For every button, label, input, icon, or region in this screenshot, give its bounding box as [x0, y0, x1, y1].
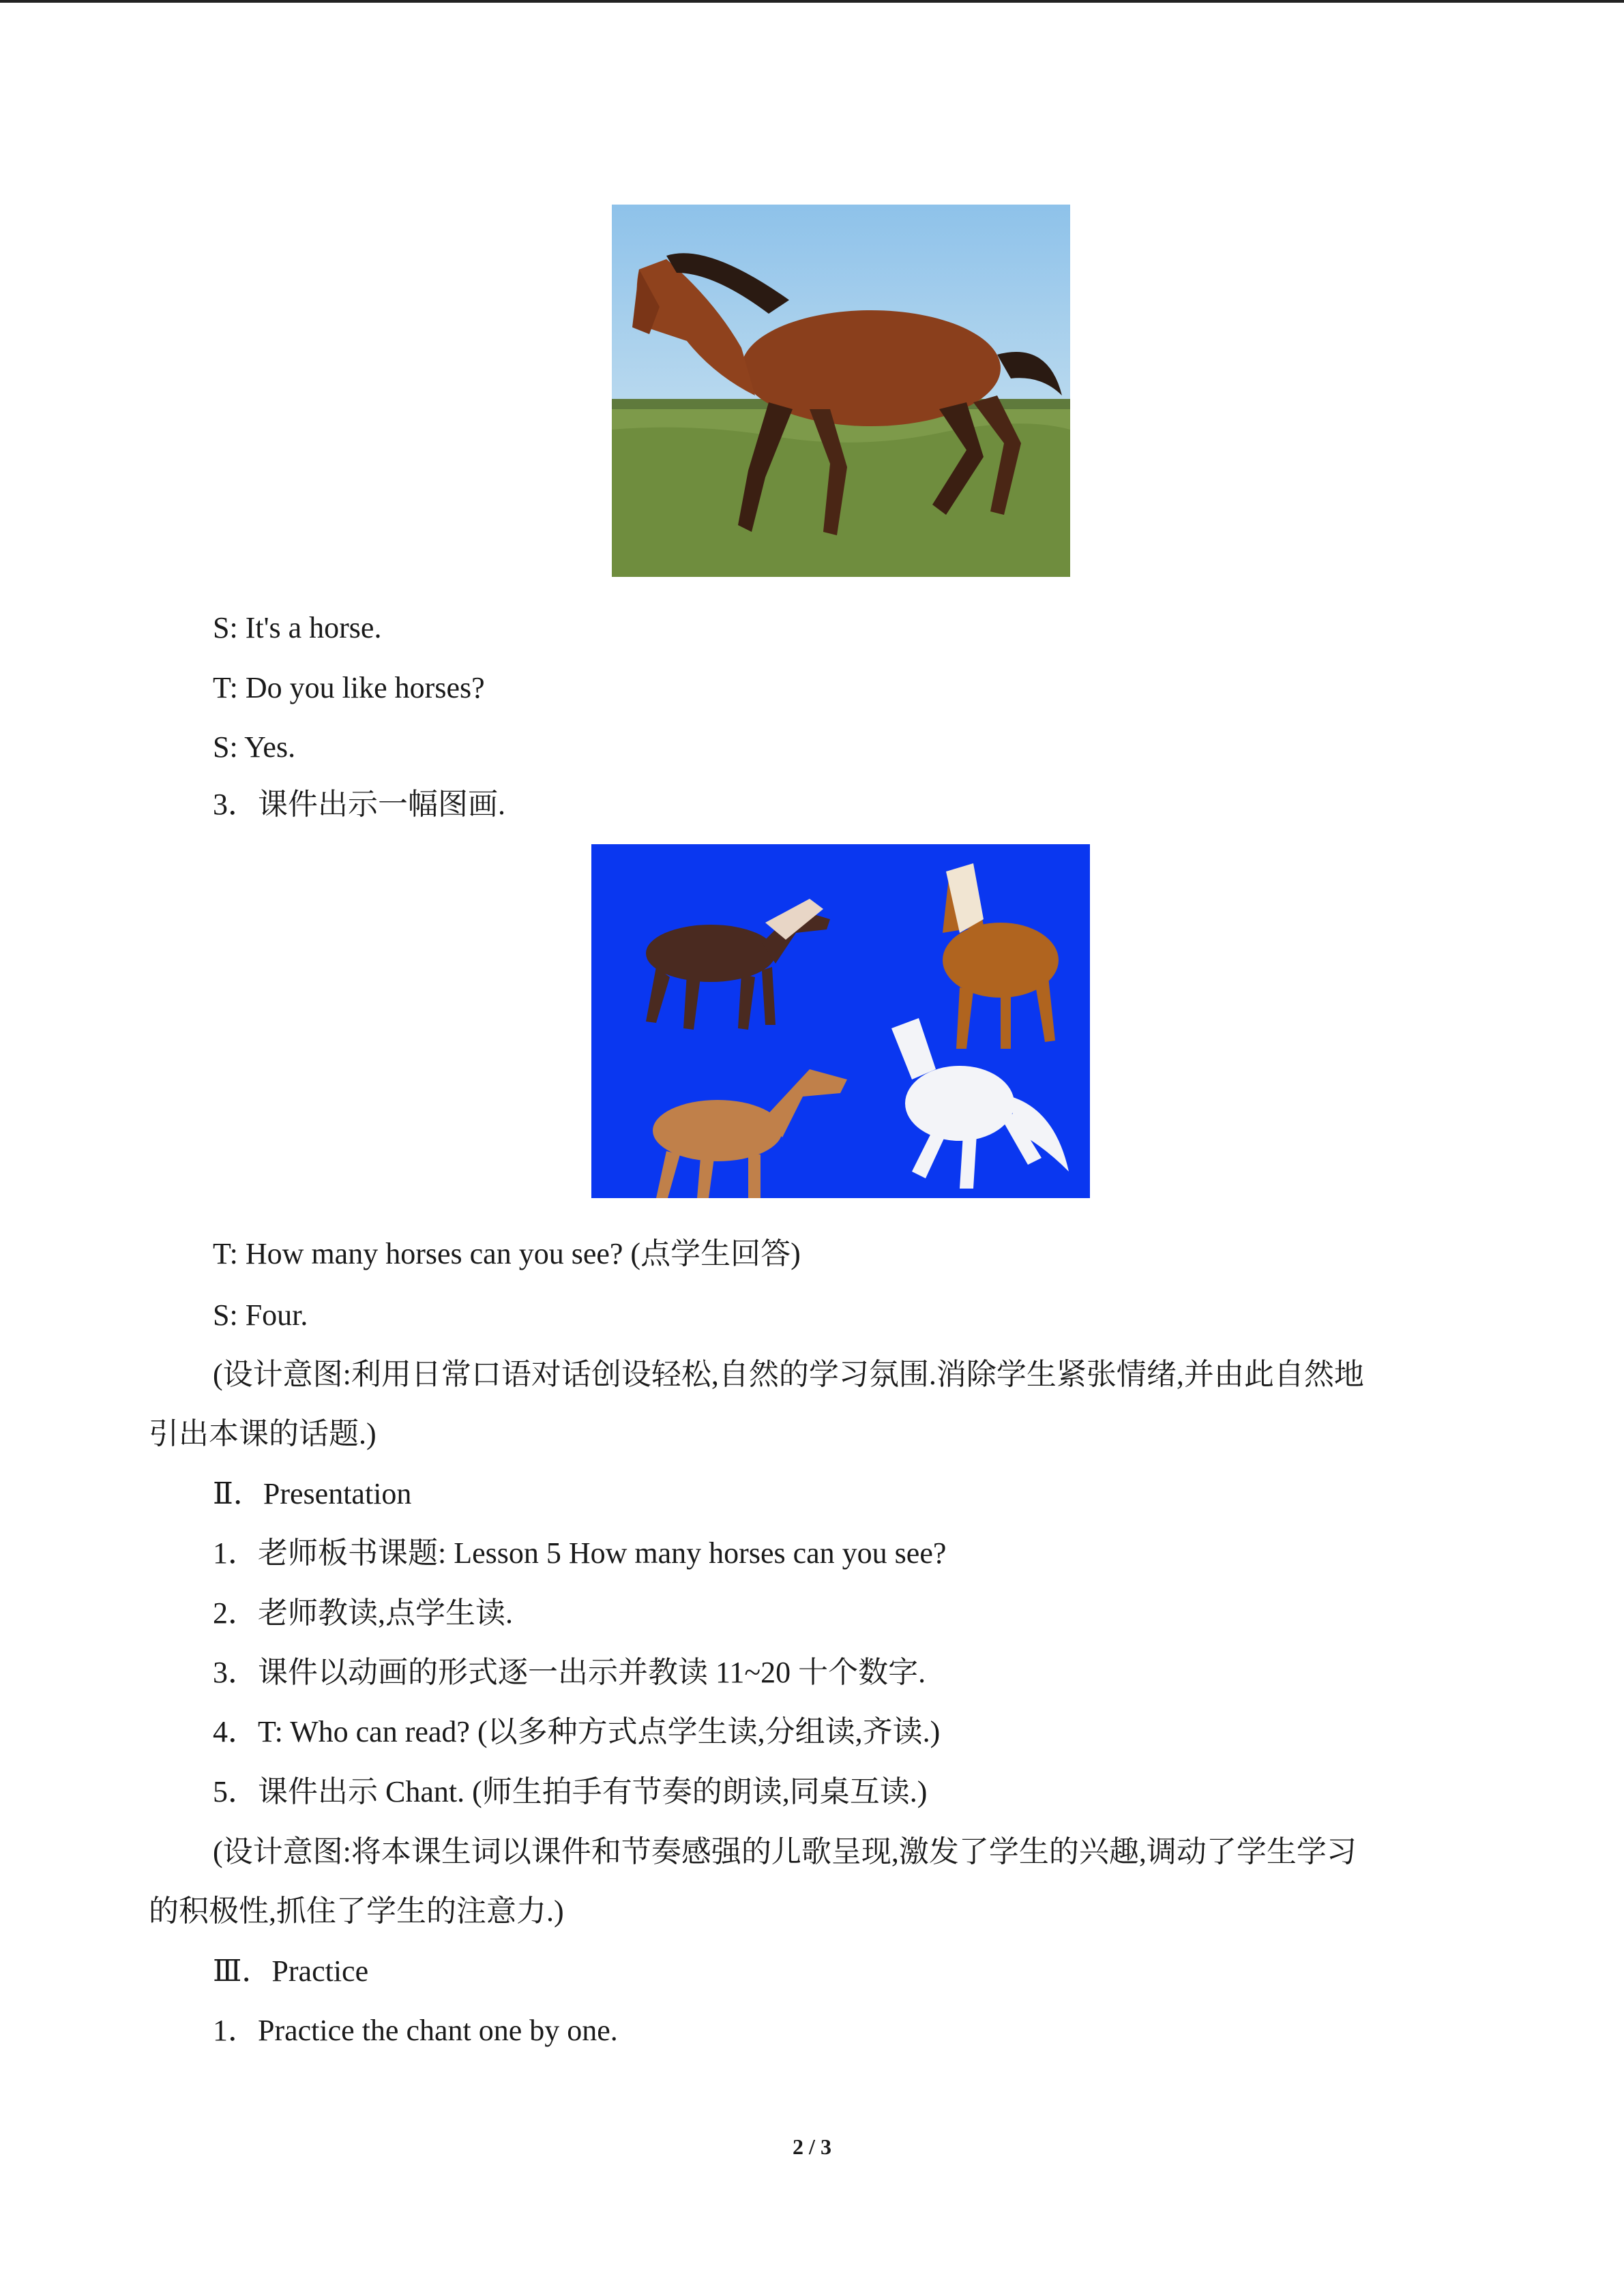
section-3-heading: Ⅲ．Practice	[213, 1954, 369, 1988]
page-number: 2 / 3	[793, 2134, 831, 2159]
light-brown-horse	[653, 1069, 847, 1198]
white-horse	[891, 1018, 1069, 1189]
galloping-horse-photo	[612, 205, 1070, 577]
presentation-step-4: 4．T: Who can read? (以多种方式点学生读,分组读,齐读.)	[213, 1715, 941, 1748]
dialogue-s-horse: S: It's a horse.	[213, 611, 382, 644]
practice-step-1: 1．Practice the chant one by one.	[213, 2014, 618, 2047]
dialogue-s-yes: S: Yes.	[213, 730, 296, 764]
dialogue-t-like-horses: T: Do you like horses?	[213, 671, 485, 704]
dialogue-s-four: S: Four.	[213, 1298, 308, 1332]
design-intent-2-line-1: (设计意图:将本课生词以课件和节奏感强的儿歌呈现,激发了学生的兴趣,调动了学生学习	[213, 1835, 1357, 1868]
design-intent-1-line-2: 引出本课的话题.)	[149, 1417, 377, 1450]
presentation-step-2: 2．老师教读,点学生读.	[213, 1596, 513, 1630]
page-top-border	[0, 0, 1624, 3]
step-3-show-picture: 3．课件出示一幅图画.	[213, 788, 505, 821]
dark-brown-horse	[646, 909, 830, 1030]
presentation-step-5: 5．课件出示 Chant. (师生拍手有节奏的朗读,同桌互读.)	[213, 1775, 928, 1808]
design-intent-2-line-2: 的积极性,抓住了学生的注意力.)	[149, 1894, 564, 1928]
presentation-step-3: 3．课件以动画的形式逐一出示并教读 11~20 十个数字.	[213, 1656, 926, 1689]
presentation-step-1: 1．老师板书课题: Lesson 5 How many horses can you see?	[213, 1536, 947, 1570]
four-horses-picture	[591, 844, 1090, 1198]
design-intent-1-line-1: (设计意图:利用日常口语对话创设轻松,自然的学习氛围.消除学生紧张情绪,并由此自然地	[213, 1358, 1364, 1391]
dialogue-t-how-many: T: How many horses can you see? (点学生回答)	[213, 1237, 801, 1270]
section-2-heading: Ⅱ．Presentation	[213, 1477, 412, 1510]
